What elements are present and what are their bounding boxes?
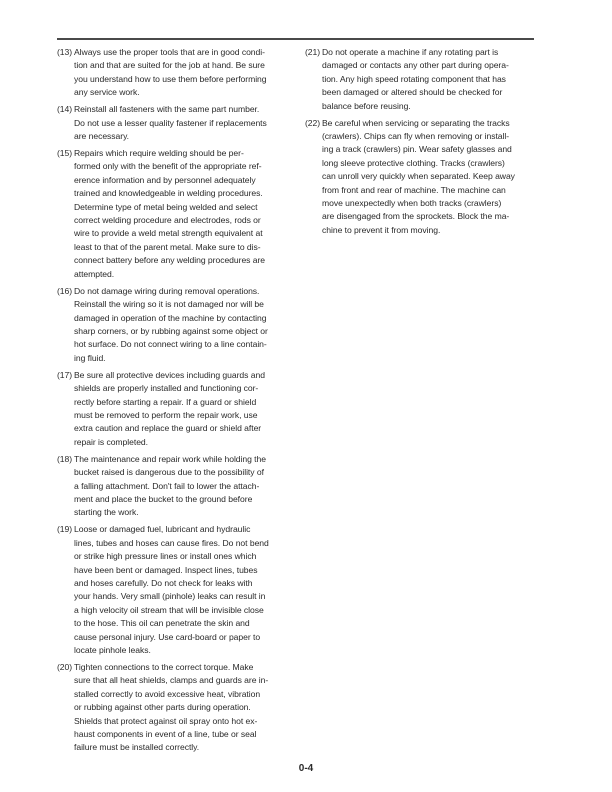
item-text-line: trained and knowledgeable in welding procedures.: [74, 188, 263, 199]
item-text-line: Be sure all protective devices including guards and: [74, 369, 265, 380]
item-number: (19): [57, 524, 73, 535]
safety-item: [57, 369, 291, 449]
item-text-line: sure that all heat shields, clamps and guards are in-: [74, 675, 269, 686]
safety-item: [57, 661, 291, 755]
item-text-line: long sleeve protective clothing. Tracks (crawlers): [322, 157, 505, 168]
item-number: (21): [305, 47, 321, 57]
item-text-line: Reinstall all fasteners with the same part number.: [74, 104, 260, 115]
item-text-line: attempted.: [74, 268, 115, 279]
item-text-line: sharp corners, or by rubbing against some object or: [74, 325, 268, 336]
item-text-line: Tighten connections to the correct torque. Make: [74, 662, 254, 673]
safety-item: [305, 46, 539, 113]
item-number: (13): [57, 47, 73, 57]
item-text-line: ing a track (crawlers) pin. Wear safety glasses and: [322, 144, 512, 155]
item-text-line: balance before reusing.: [322, 100, 411, 111]
item-text-line: formed only with the benefit of the appropriate ref-: [74, 161, 262, 172]
item-text-line: shields are properly installed and functioning cor-: [74, 383, 259, 394]
item-text-line: repair is completed.: [74, 436, 148, 447]
header-rule: [57, 38, 534, 40]
item-text-line: correct welding procedure and electrodes, rods or: [74, 215, 261, 226]
item-text-line: haust components in event of a line, tube or seal: [74, 729, 257, 740]
item-text-line: rectly before starting a repair. If a guard or shield: [74, 396, 257, 407]
item-number: (18): [57, 453, 73, 464]
safety-item: [57, 103, 291, 143]
item-number: (16): [57, 285, 73, 296]
item-text-line: The maintenance and repair work while holding the: [74, 453, 266, 464]
item-text-line: Do not damage wiring during removal operations.: [74, 285, 260, 296]
item-text-line: hot surface. Do not connect wiring to a line contain-: [74, 339, 267, 350]
item-text-line: failure must be installed correctly.: [74, 742, 200, 753]
safety-item: [57, 453, 291, 520]
item-text-line: least to that of the parent metal. Make sure to dis-: [74, 241, 261, 252]
safety-item: [57, 147, 291, 281]
item-text-line: from front and rear of machine. The machine can: [322, 184, 506, 195]
item-text-line: are necessary.: [74, 131, 130, 142]
item-number: (15): [57, 148, 73, 159]
item-text-line: tion and that are suited for the job at hand. Be sure: [74, 60, 265, 71]
item-text-line: bucket raised is dangerous due to the possibility of: [74, 467, 264, 478]
item-number: (20): [57, 662, 73, 673]
item-text-line: Repairs which require welding should be per-: [74, 148, 244, 159]
item-text-line: damaged or contacts any other part during opera-: [322, 60, 509, 71]
item-text-line: and hoses carefully. Do not check for leaks with: [74, 578, 253, 588]
item-text-line: or rubbing against other parts during operation.: [74, 702, 251, 713]
page-number: 0-4: [298, 763, 314, 774]
safety-item: [57, 46, 291, 100]
right-column: [305, 46, 539, 241]
item-text-line: (crawlers). Chips can fly when removing or install-: [322, 131, 510, 142]
item-text-line: Be careful when servicing or separating the tracks: [322, 117, 510, 128]
safety-item: [305, 117, 539, 238]
item-text-line: move unexpectedly when both tracks (crawlers): [322, 198, 502, 209]
item-text-line: stalled correctly to avoid excessive heat, vibration: [74, 688, 261, 699]
item-text-line: a high velocity oil stream that will be invisible close: [74, 604, 264, 615]
item-text-line: wire to provide a weld metal strength equivalent at: [74, 228, 263, 239]
item-text-line: chine to prevent it from moving.: [322, 224, 441, 235]
item-text-line: cause personal injury. Use card-board or paper to: [74, 631, 261, 642]
item-text-line: damaged in operation of the machine by contacting: [74, 312, 267, 323]
item-text-line: extra caution and replace the guard or shield after: [74, 423, 262, 434]
item-text-line: ment and place the bucket to the ground before: [74, 493, 253, 504]
safety-item: [57, 523, 291, 657]
left-column: [57, 46, 291, 758]
item-text-line: Determine type of metal being welded and select: [74, 201, 258, 212]
item-text-line: Loose or damaged fuel, lubricant and hydraulic: [74, 524, 251, 535]
item-text-line: Always use the proper tools that are in good condi-: [74, 47, 265, 57]
item-text-line: can unroll very quickly when separated. Keep away: [322, 171, 515, 182]
item-text-line: erence information and by personnel adequately: [74, 174, 256, 185]
item-number: (22): [305, 117, 321, 128]
item-number: (14): [57, 104, 73, 115]
item-text-line: Reinstall the wiring so it is not damaged nor will be: [74, 299, 264, 310]
item-text-line: starting the work.: [74, 507, 139, 518]
item-text-line: have been bent or damaged. Inspect lines, tubes: [74, 564, 258, 575]
safety-item: [57, 285, 291, 365]
item-text-line: you understand how to use them before performing: [74, 73, 267, 84]
item-text-line: been damaged or altered should be checked for: [322, 87, 503, 98]
item-text-line: Shields that protect against oil spray onto hot ex-: [74, 715, 258, 726]
item-text-line: ing fluid.: [74, 352, 106, 363]
item-text-line: connect battery before any welding procedures are: [74, 255, 266, 266]
item-text-line: to the hose. This oil can penetrate the skin and: [74, 618, 250, 629]
item-number: (17): [57, 369, 73, 380]
item-text-line: are disengaged from the sprockets. Block the ma-: [322, 211, 510, 222]
item-text-line: any service work.: [74, 87, 140, 98]
item-text-line: or strike high pressure lines or install ones which: [74, 551, 257, 562]
item-text-line: must be removed to perform the repair work, use: [74, 409, 258, 420]
item-text-line: locate pinhole leaks.: [74, 645, 151, 656]
item-text-line: lines, tubes and hoses can cause fires. Do not bend: [74, 537, 269, 548]
item-text-line: your hands. Very small (pinhole) leaks can result in: [74, 591, 266, 602]
item-text-line: tion. Any high speed rotating component that has: [322, 73, 506, 84]
item-text-line: Do not operate a machine if any rotating part is: [322, 47, 499, 57]
item-text-line: a falling attachment. Don't fail to lower the attach-: [74, 480, 260, 491]
item-text-line: Do not use a lesser quality fastener if replacements: [74, 117, 267, 128]
